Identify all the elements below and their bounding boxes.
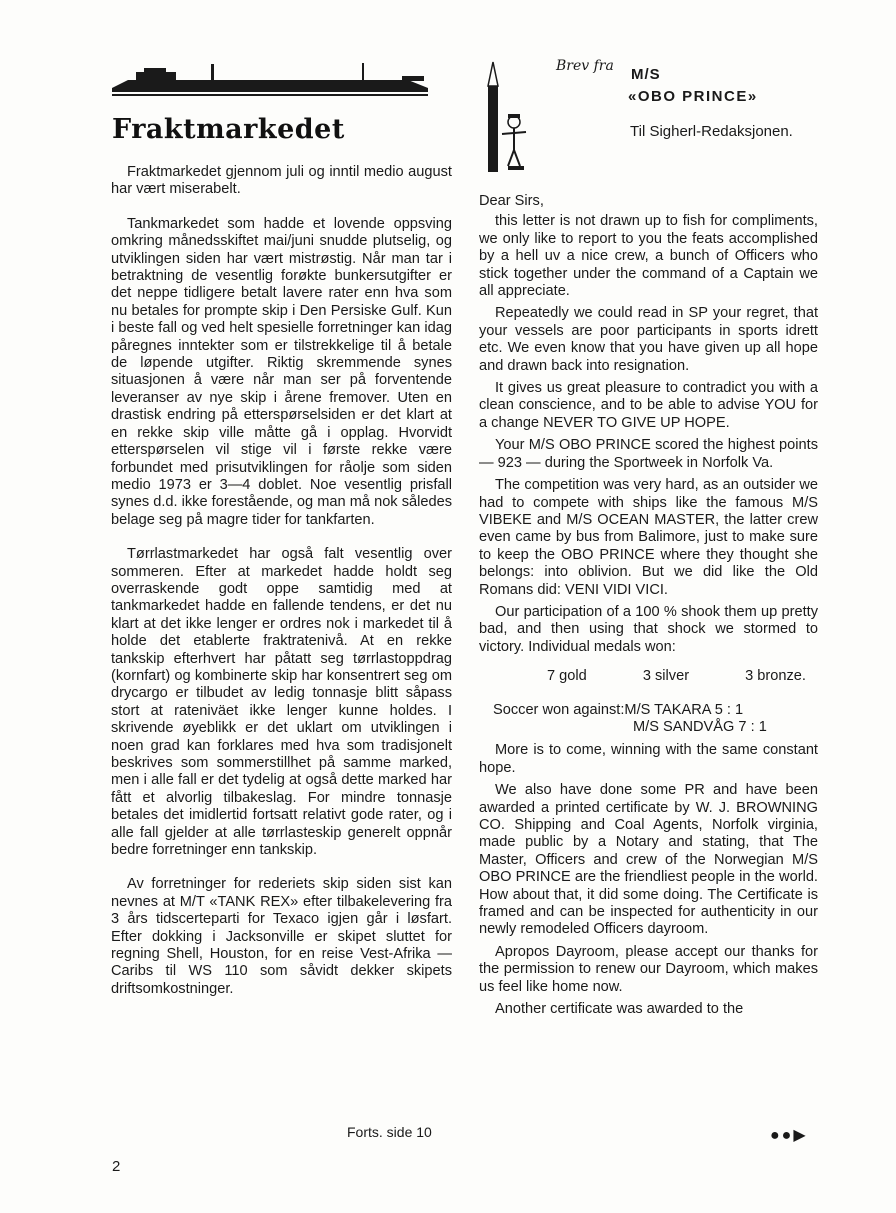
ms-prefix: M/S — [631, 66, 661, 83]
paragraph: The competition was very hard, as an outsider we had to compete with ships like the famous M/S VIBEKE and M/S OCEAN MASTER, the latter crew even came by bus from Balimore, just to make sure to keep the OBO PRINCE where they thought she belongs: into oblivion. But we did like the Old Romans did: VENI VIDI VICI. — [479, 477, 818, 598]
medal-silver: 3 silver — [642, 668, 690, 685]
signature: Brev fra — [556, 58, 614, 74]
medal-bronze: 3 bronze. — [745, 668, 806, 685]
paragraph: Apropos Dayroom, please accept our thanks for the permission to renew our Dayroom, which makes us feel like home now. — [479, 943, 818, 995]
paragraph: this letter is not drawn up to fish for compliments, we only like to report to you the feats accomplished by a hell uv a nice crew, a bunch of Officers who stick together under the command of a Captain we all appreciate. — [479, 213, 818, 300]
paragraph: We also have done some PR and have been awarded a printed certificate by W. J. BROWNING CO. Shipping and Coal Agents, Norfolk virginia, made public by a Notary and stating, that The Master, Officers and crew of the Norwegian M/S OBO PRINCE are the friendliest people in the world. How about that, it did some doing. The Certificate is framed and can be inspected for authenticity in our newly remodeled Officers dayroom. — [479, 782, 818, 938]
continued-note: Forts. side 10 — [347, 1124, 432, 1140]
paragraph: Our participation of a 100 % shook them up pretty bad, and then using that shock we stormed to victory. Individual medals won: — [479, 603, 818, 655]
paragraph: Av forretninger for rederiets skip siden sist kan nevnes at M/T «TANK REX» efter tilbakelevering fra 3 års tidscerteparti for Texaco igjen går i løsfart. Efter dokking i Jacksonville er skipet sluttet for regning Shell, Houston, for en reise Vest-Afrika — Caribs til WS 110 som såvidt dekker skipets driftsomkostninger. — [111, 876, 452, 997]
paragraph: Tankmarkedet som hadde et lovende oppsving omkring månedsskiftet mai/juni snudde plutselig, og utviklingen siden har vært mistrøstig. Når man tar i betraktning de vesentlig forøkte bunkersutgifter er det neppe tidligere betalt lavere rater enn hva som nu betales for prompte skip i Den Persiske Gulf. Kun i beste fall og ved helt spesielle forretninger kan idag påregnes inntekter som er tilstrekkelige til å betale de løpende utgifter. Riktig skremmende synes situasjonen å være når man ser på forventende leveranser av nye skip i årene fremover. Uten en drastisk endring på etterspørselsiden er det klart at en rekke skip ville måtte gå i opplag. Hvorvidt etterspørselen vil stige vil i første rekke være forbundet med prisutviklingen for råolje som siden medio 1973 er 3—4 doblet. Noe vesentlig prisfall synes d.d. ikke forestående, og man må nok således belage seg på magre tider for tankfarten. — [111, 215, 452, 528]
paragraph: Your M/S OBO PRINCE scored the highest points — 923 — during the Sportweek in Norfolk Va. — [479, 437, 818, 471]
paragraph: Fraktmarkedet gjennom juli og inntil medio august har vært miserabelt. — [111, 164, 452, 198]
paragraph: It gives us great pleasure to contradict you with a clean conscience, and to be able to advise YOU for a change NEVER TO GIVE UP HOPE. — [479, 380, 818, 431]
medal-list — [479, 668, 818, 685]
pencil-illustration — [478, 58, 550, 176]
soccer-results — [493, 702, 818, 737]
salutation: Dear Sirs, — [479, 193, 544, 209]
soccer-result: M/S SANDVÅG 7 : 1 — [633, 718, 767, 735]
paragraph: Repeatedly we could read in SP your regret, that your vessels are poor participants in sports idrett etc. We even know that you have given up all hope and drawn back into resignation. — [479, 305, 818, 374]
ship-illustration — [108, 58, 433, 102]
right-column — [479, 193, 818, 1023]
paragraph: Another certificate was awarded to the — [495, 1001, 744, 1018]
paragraph: Tørrlastmarkedet har også falt vesentlig over sommeren. Efter at markedet hadde holdt seg overraskende godt oppe samtidig med at tankmarkedet hadde en fallende tendens, er det nu klart at det ikke lenger er ordres nok i markedet til å holde det etablerte fraktratenivå. At en rekke tankskip efterhvert har påtatt seg tørrlastoppdrag (kornfart) og kombinerte skip har konsentrert seg om drycargo er tilbudet av ledig tonnasje blitt såpass stort at rateniväet ikke lenger kunne holdes. I skrivende øyeblikk er det uklart om utviklingen i noen grad kan forklares med hva som tradisjonelt beskrives som sommerstillhet på samme marked, men i alle fall er det tydelig at også dette marked har fått et alvorlig tilbakeslag. For mindre tonnasje betales det imidlertid fortsatt relativt gode rater, og i alle fall gjelder at alle tørrlasteskip generelt oppnår bedre forretninger enn tankskip. — [111, 546, 452, 859]
medal-gold: 7 gold — [547, 668, 587, 685]
soccer-result: M/S TAKARA 5 : 1 — [624, 701, 744, 718]
ship-name: «OBO PRINCE» — [628, 88, 758, 105]
recipient: Til Sigherl-Redaksjonen. — [630, 123, 793, 140]
continue-arrows: ●●▶ — [770, 1127, 808, 1144]
article-heading: Fraktmarkedet — [112, 114, 345, 145]
page-number: 2 — [112, 1158, 121, 1175]
soccer-label: Soccer won against: — [493, 701, 625, 718]
paragraph: More is to come, winning with the same constant hope. — [479, 742, 818, 776]
left-column — [111, 164, 452, 1015]
